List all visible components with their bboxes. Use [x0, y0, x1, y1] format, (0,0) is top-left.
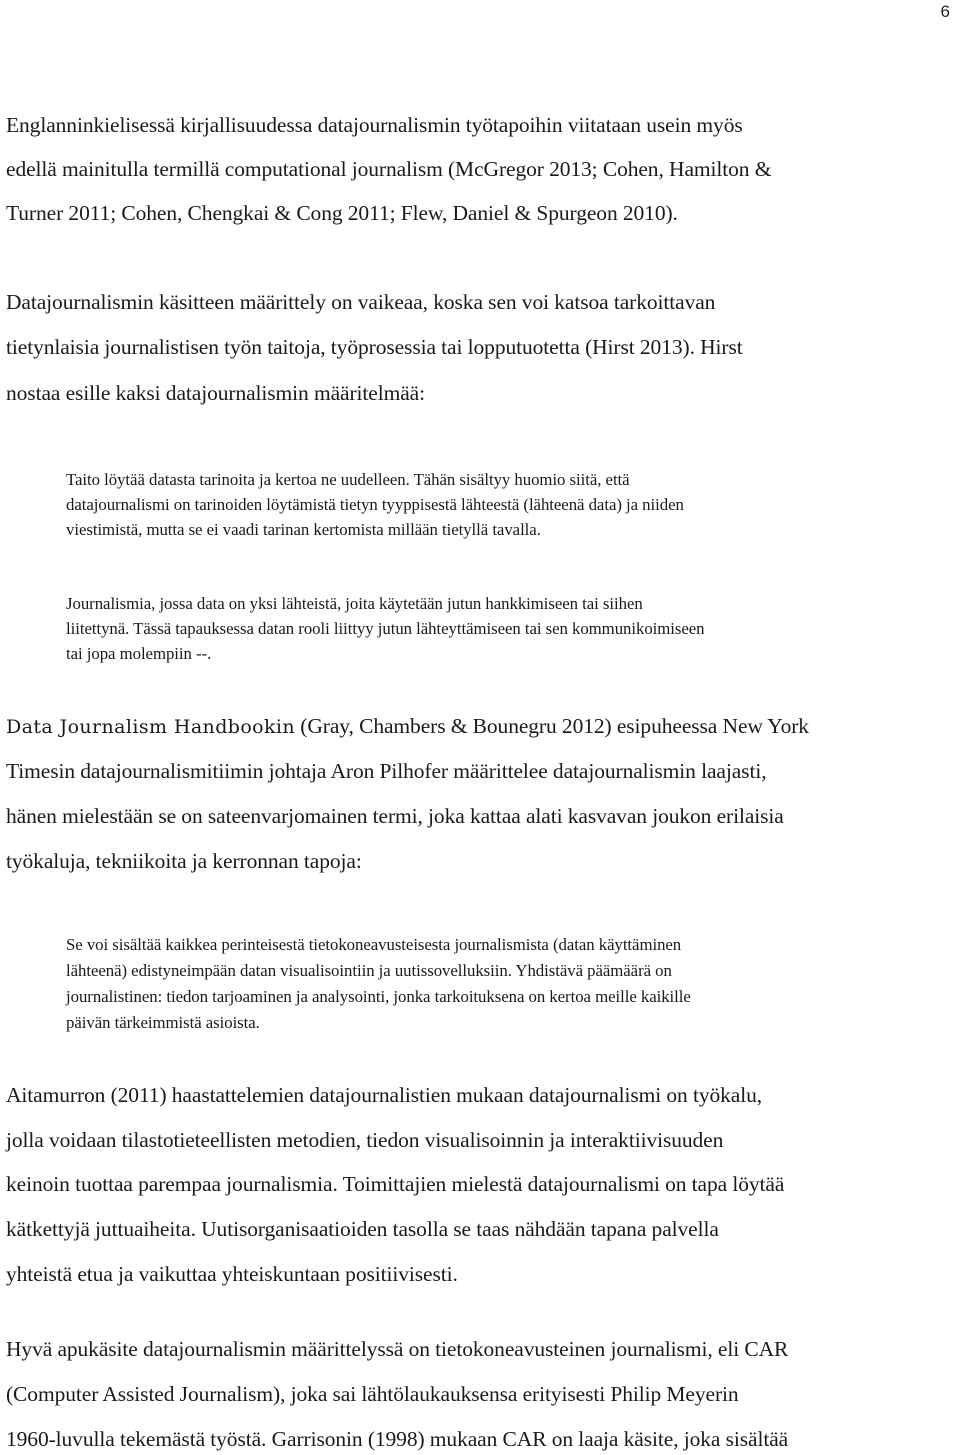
paragraph-line: kätkettyjä juttuaiheita. Uutisorganisaatioiden tasolla se taas nähdään tapana palvella [6, 1217, 719, 1241]
quote-line: päivän tärkeimmistä asioista. [66, 1013, 260, 1032]
paragraph-line: nostaa esille kaksi datajournalismin määritelmää: [6, 381, 425, 405]
quote-line: datajournalismi on tarinoiden löytämistä tietyn tyyppisestä lähteestä (lähteenä data) ja niiden [66, 495, 684, 514]
quote-line: Journalismia, jossa data on yksi lähteistä, joita käytetään jutun hankkimiseen tai siihen [66, 594, 643, 613]
quote-line: journalistinen: tiedon tarjoaminen ja analysointi, jonka tarkoituksena on kertoa meille kaikille [66, 987, 691, 1006]
paragraph-line: edellä mainitulla termillä computational journalism (McGregor 2013; Cohen, Hamilton & [6, 157, 772, 181]
paragraph-line: Hyvä apukäsite datajournalismin määrittelyssä on tietokoneavusteinen journalismi, eli CAR [6, 1337, 789, 1361]
paragraph-line: hänen mielestään se on sateenvarjomainen termi, joka kattaa alati kasvavan joukon erilaisia [6, 804, 784, 828]
quote-line: tai jopa molempiin --. [66, 644, 212, 663]
paragraph-line: Englanninkielisessä kirjallisuudessa datajournalismin työtapoihin viitataan usein myös [6, 113, 743, 137]
paragraph-line: Datajournalismin käsitteen määrittely on vaikeaa, koska sen voi katsoa tarkoittavan [6, 290, 716, 314]
paragraph-line: työkaluja, tekniikoita ja kerronnan tapoja: [6, 849, 362, 873]
paragraph-line: keinoin tuottaa parempaa journalismia. Toimittajien mielestä datajournalismi on tapa löytää [6, 1172, 785, 1196]
quote-line: Taito löytää datasta tarinoita ja kertoa ne uudelleen. Tähän sisältyy huomio siitä, että [66, 470, 630, 489]
paragraph-line: jolla voidaan tilastotieteellisten metodien, tiedon visualisoinnin ja interaktiivisuuden [6, 1128, 724, 1152]
paragraph-line: Aitamurron (2011) haastattelemien datajournalistien mukaan datajournalismi on työkalu, [6, 1083, 763, 1107]
quote-line: lähteenä) edistyneimpään datan visualisointiin ja uutissovelluksiin. Yhdistävä päämäärä on [66, 961, 672, 980]
paragraph-line: 1960-luvulla tekemästä työstä. Garrisonin (1998) mukaan CAR on laaja käsite, joka sisältää [6, 1427, 789, 1451]
paragraph-line: Turner 2011; Cohen, Chengkai & Cong 2011; Flew, Daniel & Spurgeon 2010). [6, 201, 678, 225]
paragraph-line: yhteistä etua ja vaikuttaa yhteiskuntaan positiivisesti. [6, 1262, 458, 1286]
paragraph-line: tietynlaisia journalistisen työn taitoja, työprosessia tai lopputuotetta (Hirst 2013). Hirst [6, 335, 743, 359]
quote-line: liitettynä. Tässä tapauksessa datan rooli liittyy jutun lähteyttämiseen tai sen kommunikoimiseen [66, 619, 705, 638]
quote-line: viestimistä, mutta se ei vaadi tarinan kertomista millään tietyllä tavalla. [66, 520, 541, 539]
paragraph-line: (Computer Assisted Journalism), joka sai lähtölaukauksensa erityisesti Philip Meyerin [6, 1382, 739, 1406]
paragraph-line: Timesin datajournalismitiimin johtaja Aron Pilhofer määrittelee datajournalismin laajasti, [6, 759, 767, 783]
quote-line: Se voi sisältää kaikkea perinteisestä tietokoneavusteisesta journalismista (datan käyttäminen [66, 935, 682, 954]
book-title: Data Journalism Handbookin [6, 716, 296, 738]
paragraph-line [6, 714, 809, 739]
page-number: 6 [940, 2, 950, 21]
paragraph-line-rest: (Gray, Chambers & Bounegru 2012) esipuheessa New York [295, 714, 809, 738]
